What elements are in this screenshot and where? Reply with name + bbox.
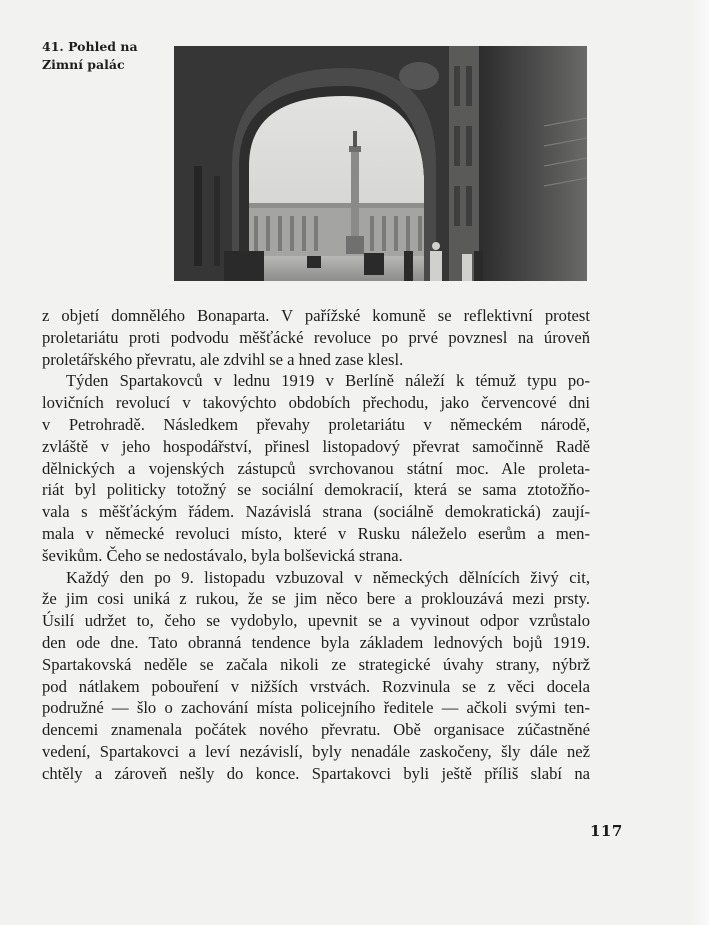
text-line: pod nátlakem pobouření v nižších vrstvách. Rozvinula se z věci docela: [42, 676, 590, 696]
text-line: proletariátu proti podvodu měšťácké revoluce po prvé povznesl na úroveň: [42, 327, 590, 347]
text-line: chtěly a zároveň nešly do konce. Spartakovci byli ještě příliš slabí na: [42, 763, 590, 783]
page-edge: [691, 0, 709, 925]
page-number: 117: [590, 822, 623, 840]
body-text: [42, 305, 590, 785]
text-line: lovičních revolucí v takovýchto obdobích přechodu, jako červencové dni: [42, 393, 590, 413]
text-line: z objetí domnělého Bonaparta. V pařížské komuně se reflektivní protest: [42, 306, 590, 325]
figure-photo-winter-palace: [174, 46, 587, 281]
text-line: dencemi znamenala počátek nového převratu. Obě organisace zúčastněné: [42, 720, 590, 740]
caption-line-1: 41. Pohled na: [42, 39, 138, 54]
text-line: Spartakovská neděle se začala nikoli ze strategické úvahy strany, nýbrž: [42, 654, 590, 674]
text-line: vala s měšťáckým řádem. Nazávislá strana (sociálně demokratická) zaují-: [42, 502, 590, 522]
text-line: den ode dne. Tato obranná tendence byla základem lednových bojů 1919.: [42, 632, 590, 652]
text-line: riát byl politicky totožný se sociální demokracií, která se sama ztotožňo-: [42, 480, 590, 500]
text-line: ševikům. Čeho se nedostávalo, byla bolševická strana.: [42, 545, 403, 565]
text-line: v Petrohradě. Následkem převahy proletariátu v německém národě,: [42, 414, 590, 434]
text-line: zvláště v jeho hospodářství, přinesl listopadový převrat samočinně Radě: [42, 436, 590, 456]
text-line: mala v německé revoluci místo, které v Rusku náleželo eserům a men-: [42, 523, 590, 543]
text-line: Úsilí udržet to, čeho se vydobylo, upevnit se a vyvinout odpor vzrůstalo: [42, 611, 590, 631]
text-line: vedení, Spartakovci a leví nezávislí, byly nenadále zaskočeny, šly dále než: [42, 741, 590, 761]
figure-caption: [42, 38, 162, 74]
text-line: že jim cosi uniká z rukou, že se jim něco bere a proklouzává mezi prsty.: [42, 589, 590, 609]
text-line: dělnických a vojenských zástupců svrchovanou státní moc. Ale proleta-: [42, 458, 590, 478]
text-line: Každý den po 9. listopadu vzbuzoval v německých dělnících živý cit,: [66, 567, 590, 587]
text-line: Týden Spartakovců v lednu 1919 v Berlíně náleží k témuž typu po-: [66, 371, 590, 391]
caption-line-2: Zimní palác: [42, 57, 125, 72]
text-line: proletářského převratu, ale zdvihl se a hned zase klesl.: [42, 349, 404, 369]
text-line: podružné — šlo o zachování místa policejního ředitele — ačkoli svými ten-: [42, 698, 590, 718]
